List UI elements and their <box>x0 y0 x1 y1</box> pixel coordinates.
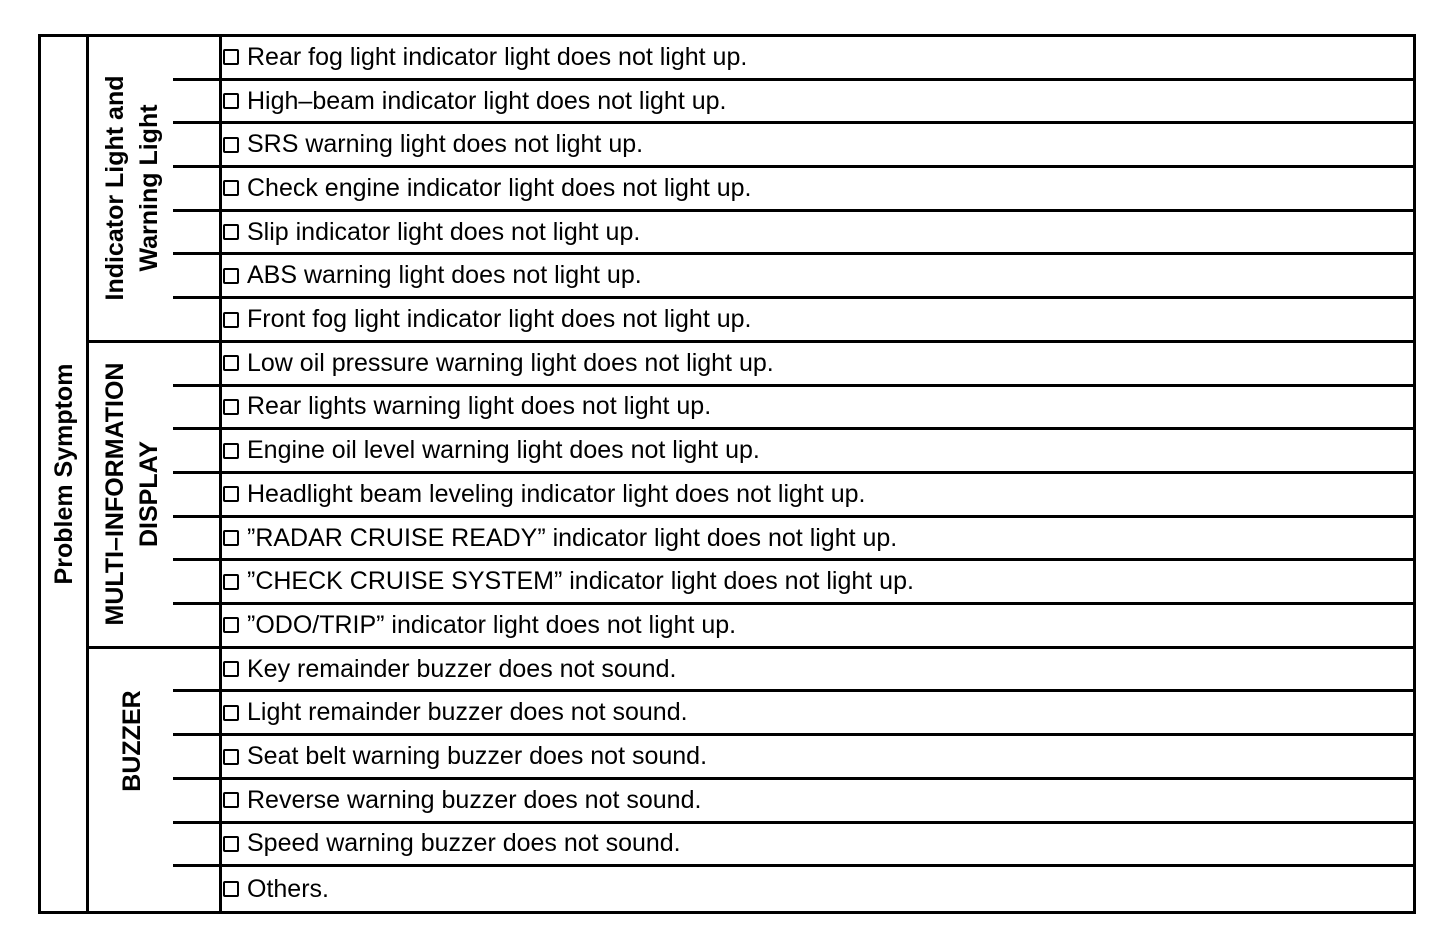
symptom-checkbox[interactable] <box>223 137 239 153</box>
symptom-checkbox[interactable] <box>223 399 239 415</box>
symptom-checkbox[interactable] <box>223 486 239 502</box>
category-label-line: Indicator Light and <box>101 75 129 301</box>
symptom-checkbox[interactable] <box>223 661 239 677</box>
symptom-row <box>173 693 1413 737</box>
symptom-checkbox[interactable] <box>223 312 239 328</box>
symptom-row <box>173 561 1413 605</box>
symptom-row <box>173 867 1413 911</box>
symptom-row <box>173 780 1413 824</box>
symptom-text: Headlight beam leveling indicator light does not light up. <box>247 479 866 508</box>
symptom-text: Key remainder buzzer does not sound. <box>247 654 677 683</box>
symptom-text: Check engine indicator light does not light up. <box>247 173 752 202</box>
symptom-text: Rear fog light indicator light does not light up. <box>247 42 748 71</box>
category-label <box>98 363 166 626</box>
symptom-checkbox[interactable] <box>223 355 239 371</box>
symptom-text: ”ODO/TRIP” indicator light does not light up. <box>247 610 737 639</box>
symptom-checkbox[interactable] <box>223 530 239 546</box>
symptom-row <box>173 474 1413 518</box>
problem-symptom-table <box>38 34 1416 914</box>
symptom-checkbox[interactable] <box>223 49 239 65</box>
symptom-text: Others. <box>247 874 329 903</box>
symptom-row <box>173 736 1413 780</box>
symptom-text: ”RADAR CRUISE READY” indicator light does not light up. <box>247 523 898 552</box>
symptom-text: ABS warning light does not light up. <box>247 261 642 290</box>
symptom-rows <box>173 37 1413 911</box>
symptom-row <box>173 824 1413 868</box>
symptom-text: Slip indicator light does not light up. <box>247 217 641 246</box>
symptom-row <box>173 649 1413 693</box>
symptom-text: Front fog light indicator light does not light up. <box>247 305 752 334</box>
symptom-text: High–beam indicator light does not light up. <box>247 86 727 115</box>
symptom-text: SRS warning light does not light up. <box>247 130 644 159</box>
category-label-line: BUZZER <box>118 689 146 792</box>
symptom-row <box>173 518 1413 562</box>
category-label-line: DISPLAY <box>135 441 163 548</box>
main-category-column <box>41 37 89 911</box>
symptom-text: Light remainder buzzer does not sound. <box>247 698 688 727</box>
main-category-label: Problem Symptom <box>49 363 78 585</box>
symptom-row <box>173 299 1413 343</box>
symptom-checkbox[interactable] <box>223 180 239 196</box>
symptom-row <box>173 37 1413 81</box>
category-label <box>98 76 166 301</box>
symptom-row <box>173 605 1413 649</box>
symptom-row <box>173 343 1413 387</box>
symptom-row <box>173 430 1413 474</box>
category-label-line: MULTI–INFORMATION <box>101 362 129 626</box>
symptom-checkbox[interactable] <box>223 574 239 590</box>
symptom-text: Low oil pressure warning light does not light up. <box>247 348 774 377</box>
symptom-row <box>173 212 1413 256</box>
symptom-checkbox[interactable] <box>223 268 239 284</box>
symptom-row <box>173 168 1413 212</box>
symptom-text: Reverse warning buzzer does not sound. <box>247 785 702 814</box>
symptom-text: Engine oil level warning light does not light up. <box>247 436 760 465</box>
symptom-checkbox[interactable] <box>223 224 239 240</box>
symptom-text: Rear lights warning light does not light up. <box>247 392 712 421</box>
symptom-text: ”CHECK CRUISE SYSTEM” indicator light does not light up. <box>247 567 914 596</box>
symptom-checkbox[interactable] <box>223 617 239 633</box>
symptom-row <box>173 81 1413 125</box>
symptom-checkbox[interactable] <box>223 836 239 852</box>
symptom-text: Seat belt warning buzzer does not sound. <box>247 742 708 771</box>
symptom-row <box>173 256 1413 300</box>
symptom-checkbox[interactable] <box>223 749 239 765</box>
symptom-checkbox[interactable] <box>223 93 239 109</box>
symptom-row <box>173 387 1413 431</box>
symptom-text: Speed warning buzzer does not sound. <box>247 829 681 858</box>
category-label-line: Warning Light <box>135 104 163 272</box>
symptom-checkbox[interactable] <box>223 443 239 459</box>
symptom-checkbox[interactable] <box>223 881 239 897</box>
symptom-row <box>173 124 1413 168</box>
symptom-checkbox[interactable] <box>223 705 239 721</box>
symptom-checkbox[interactable] <box>223 792 239 808</box>
category-label <box>115 690 149 791</box>
